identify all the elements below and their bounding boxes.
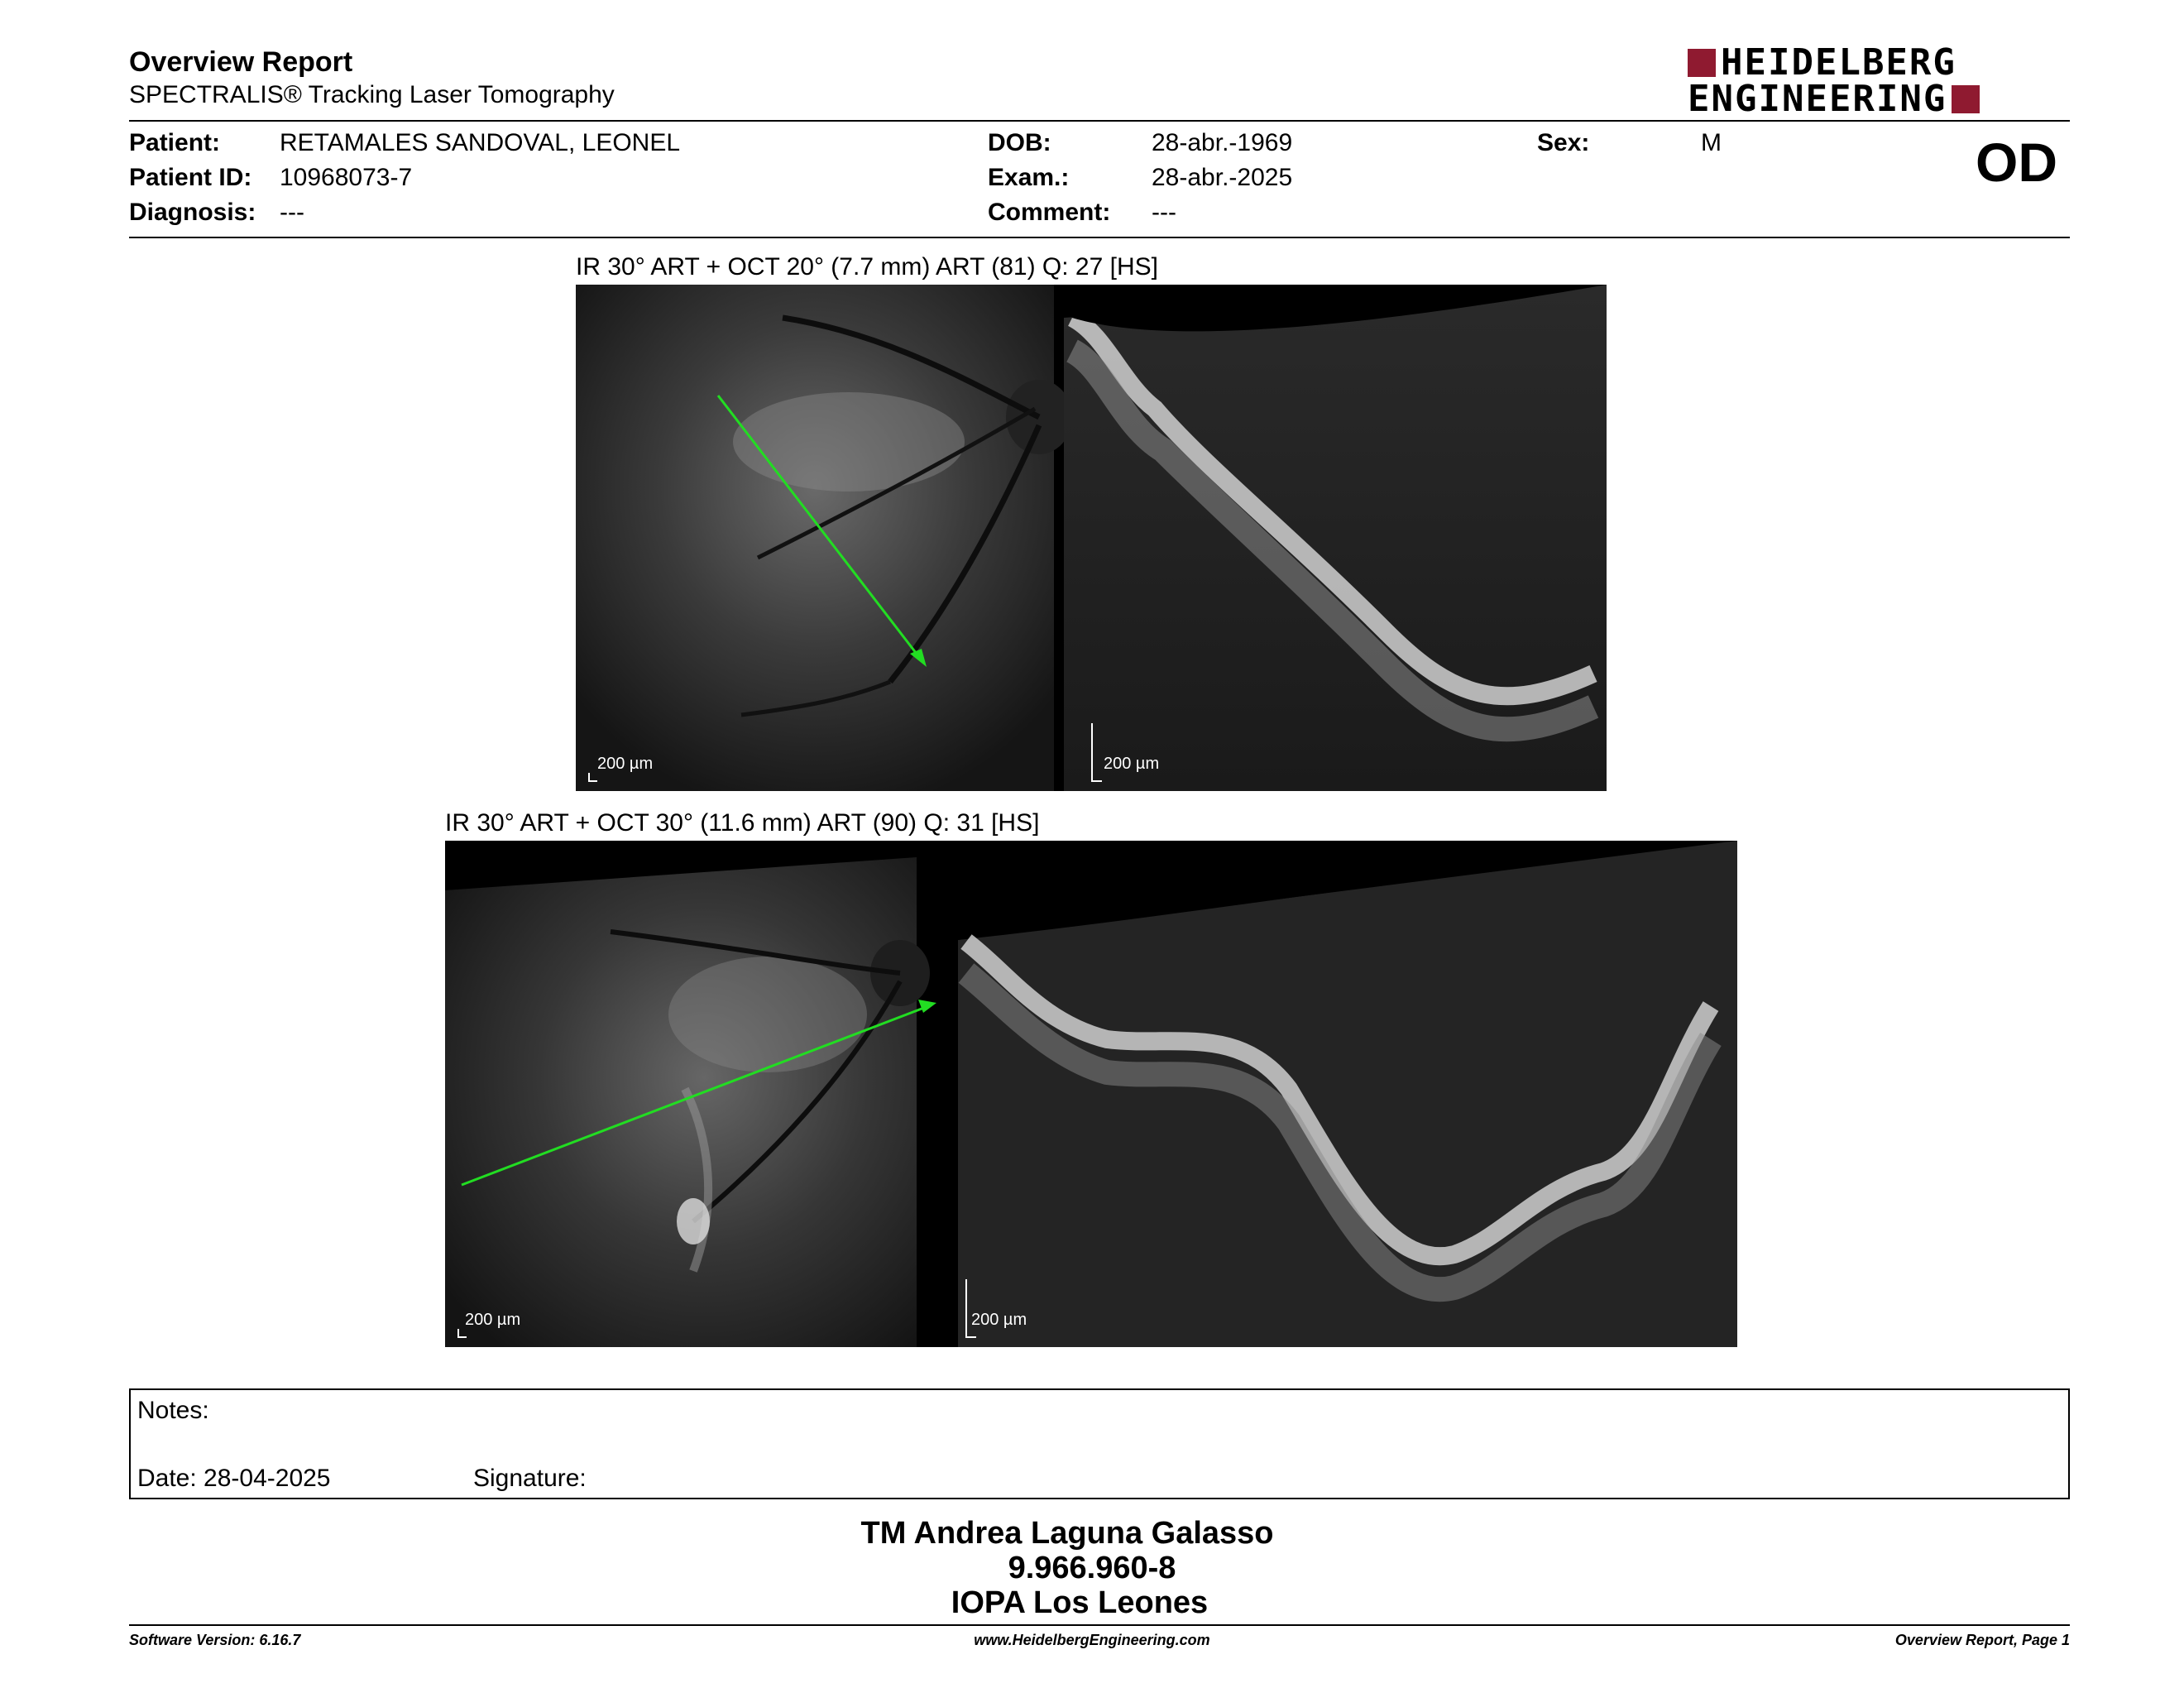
logo-line2: ENGINEERING	[1688, 78, 1947, 120]
dob-value: 28-abr.-1969	[1152, 129, 1293, 156]
patient-name: RETAMALES SANDOVAL, LEONEL	[280, 129, 681, 156]
notes-signature-label: Signature:	[473, 1465, 587, 1492]
patient-id: 10968073-7	[280, 164, 413, 191]
software-version: Software Version: 6.16.7	[129, 1632, 301, 1648]
scan1-oct-scale-label: 200 µm	[1104, 755, 1160, 773]
scan2-svg	[445, 841, 1737, 1347]
scan1-title: IR 30° ART + OCT 20° (7.7 mm) ART (81) Q: 27 [HS]	[576, 253, 1158, 281]
scan1-svg	[576, 285, 1607, 791]
scan2-oct-scale-label: 200 µm	[971, 1311, 1027, 1329]
scan2-fundus-scale-label: 200 µm	[465, 1311, 521, 1329]
footer-divider	[129, 1624, 2070, 1626]
notes-date: Date: 28-04-2025	[137, 1465, 331, 1492]
exam-value: 28-abr.-2025	[1152, 164, 1293, 191]
signer-institution: IOPA Los Leones	[951, 1585, 1209, 1620]
report-subtitle: SPECTRALIS® Tracking Laser Tomography	[129, 81, 615, 108]
website-link[interactable]: www.HeidelbergEngineering.com	[974, 1632, 1210, 1648]
signer-id: 9.966.960-8	[1008, 1551, 1176, 1585]
page-indicator: Overview Report, Page 1	[1894, 1632, 2070, 1648]
report-title: Overview Report	[129, 46, 353, 78]
diagnosis-value: ---	[280, 199, 304, 226]
sex-value: M	[1701, 129, 1722, 156]
patient-label: Patient:	[129, 129, 221, 156]
logo-square-icon	[1688, 49, 1716, 77]
patient-divider	[129, 237, 2070, 238]
exam-label: Exam.:	[988, 164, 1070, 191]
comment-value: ---	[1152, 199, 1176, 226]
comment-label: Comment:	[988, 199, 1111, 226]
scan1-panel	[576, 285, 1607, 791]
scan1-fundus-scale-label: 200 µm	[597, 755, 654, 773]
logo-line1: HEIDELBERG	[1721, 41, 1956, 84]
notes-label: Notes:	[137, 1397, 209, 1424]
signer-name: TM Andrea Laguna Galasso	[860, 1516, 1274, 1551]
scan2-arrow-head-icon	[918, 1000, 936, 1013]
notes-box	[129, 1388, 2070, 1499]
scan1-oct-image	[1064, 285, 1607, 791]
patient-id-label: Patient ID:	[129, 164, 252, 191]
logo-square-icon	[1952, 85, 1980, 113]
dob-label: DOB:	[988, 129, 1051, 156]
eye-indicator: OD	[1976, 132, 2057, 193]
sex-label: Sex:	[1537, 129, 1590, 156]
header-divider	[129, 120, 2070, 122]
scan2-panel	[445, 841, 1737, 1347]
diagnosis-label: Diagnosis:	[129, 199, 256, 226]
scan2-title: IR 30° ART + OCT 30° (11.6 mm) ART (90) Q: 31 [HS]	[445, 809, 1040, 837]
